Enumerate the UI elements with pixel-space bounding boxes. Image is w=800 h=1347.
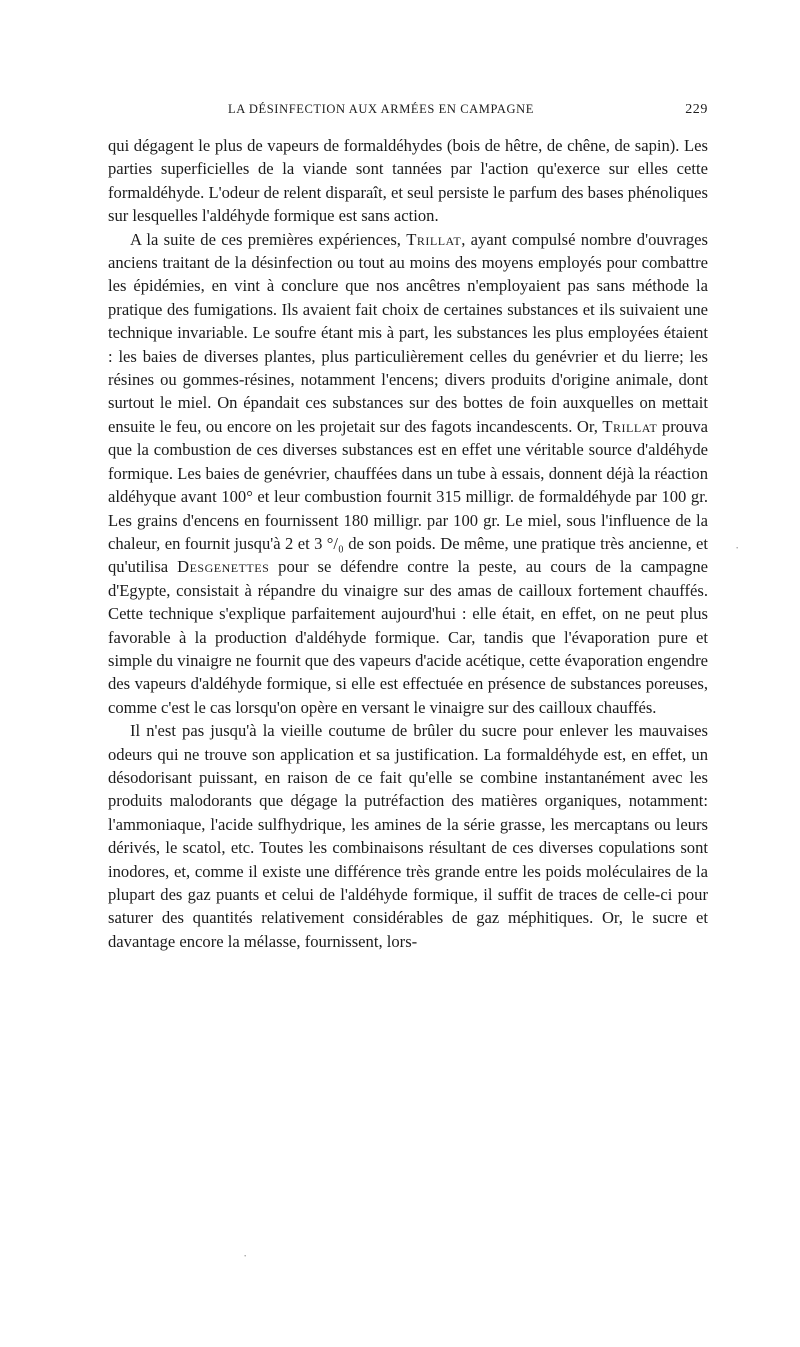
running-head xyxy=(108,100,708,124)
book-page xyxy=(108,100,708,953)
margin-speck: · xyxy=(735,540,740,555)
author-name-trillat: Trillat xyxy=(406,229,462,249)
paragraph-2-text-b: , ayant compulsé nombre d'ouvrages anciens traitant de la désinfection ou tout au moins des moyens employés pour combattre les épidémies, en vint à conclure que nos ancêtres n'employaient pas sans méthode la pratique des fumigations. Ils avaient fait choix de certaines substances et ils suivaient une technique invariable. Le soufre étant mis à part, les substances les plus employées étaient : les baies de diverses plantes, plus particulièrement celles du genévrier et du lierre; les résines ou gommes-résines, notamment l'encens; divers produits d'origine animale, dont surtout le miel. On épandait ces substances sur des bottes de foin auxquelles on mettait ensuite le feu, ou encore on les projetait sur des fagots incandescents. Or, xyxy=(108,229,708,436)
author-name-trillat-second: Trillat xyxy=(602,416,658,436)
margin-speck: · xyxy=(243,1248,248,1263)
page-number: 229 xyxy=(685,102,708,117)
paragraph-2 xyxy=(108,228,708,720)
paragraph-2-text-a: A la suite de ces premières expériences, xyxy=(130,229,407,249)
paragraph-2-text-d: pour se défendre contre la peste, au cours de la campagne d'Egypte, consistait à répandre du vinaigre sur des amas de cailloux fortement chauffés. Cette technique s'explique parfaitement aujourd'hui : elle était, en effet, on ne peut plus favorable à la production d'aldéhyde formique. Car, tandis que l'évaporation pure et simple du vinaigre ne fournit que des vapeurs d'acide acétique, cette évaporation engendre des vapeurs d'aldéhyde formique, si elle est effectuée en présence de substances poreuses, comme c'est le cas lorsqu'on opère en versant le vinaigre sur des cailloux chauffés. xyxy=(108,557,709,717)
author-name-desgenettes: Desgenettes xyxy=(177,557,270,577)
running-title: LA DÉSINFECTION AUX ARMÉES EN CAMPAGNE xyxy=(228,102,535,116)
paragraph-2-text-c: prouva que la combustion de ces diverses substances est en effet une véritable source d'aldéhyde formique. Les baies de genévrier, chauffées dans un tube à essais, donnent déjà la réaction aldéhyque avant 100° et leur combustion fournit 315 milligr. de formaldéhyde par 100 gr. Les grains d'encens en fournissent 180 milligr. par 100 gr. Le miel, sous l'influence de la chaleur, en fournit jusqu'à 2 et 3 °/₀ de son poids. De même, une pratique très ancienne, et qu'utilisa xyxy=(108,416,708,577)
paragraph-3: Il n'est pas jusqu'à la vieille coutume de brûler du sucre pour enlever les mauvaises odeurs qui ne trouve son application et sa justification. La formaldéhyde est, en effet, un désodorisant puissant, en raison de ce fait qu'elle se combine instantanément avec les produits malodorants que dégage la putréfaction des matières organiques, notamment: l'ammoniaque, l'acide sulfhydrique, les amines de la série grasse, les mercaptans ou leurs dérivés, le scatol, etc. Toutes les combinaisons résultant de ces diverses copulations sont inodores, et, comme il existe une différence très grande entre les poids moléculaires de la plupart des gaz puants et celui de l'aldéhyde formique, il suffit de traces de celle-ci pour saturer des quantités relativement considérables de gaz méphitiques. Or, le sucre et davantage encore la mélasse, fournissent, lors- xyxy=(108,721,708,951)
paragraph-1: qui dégagent le plus de vapeurs de formaldéhydes (bois de hêtre, de chêne, de sapin). Les parties superficielles de la viande sont tannées par l'action qu'exerce sur elles cette formaldéhyde. L'odeur de relent disparaît, et seul persiste le parfum des bases phénoliques sur lesquelles l'aldéhyde formique est sans action. xyxy=(108,136,708,226)
